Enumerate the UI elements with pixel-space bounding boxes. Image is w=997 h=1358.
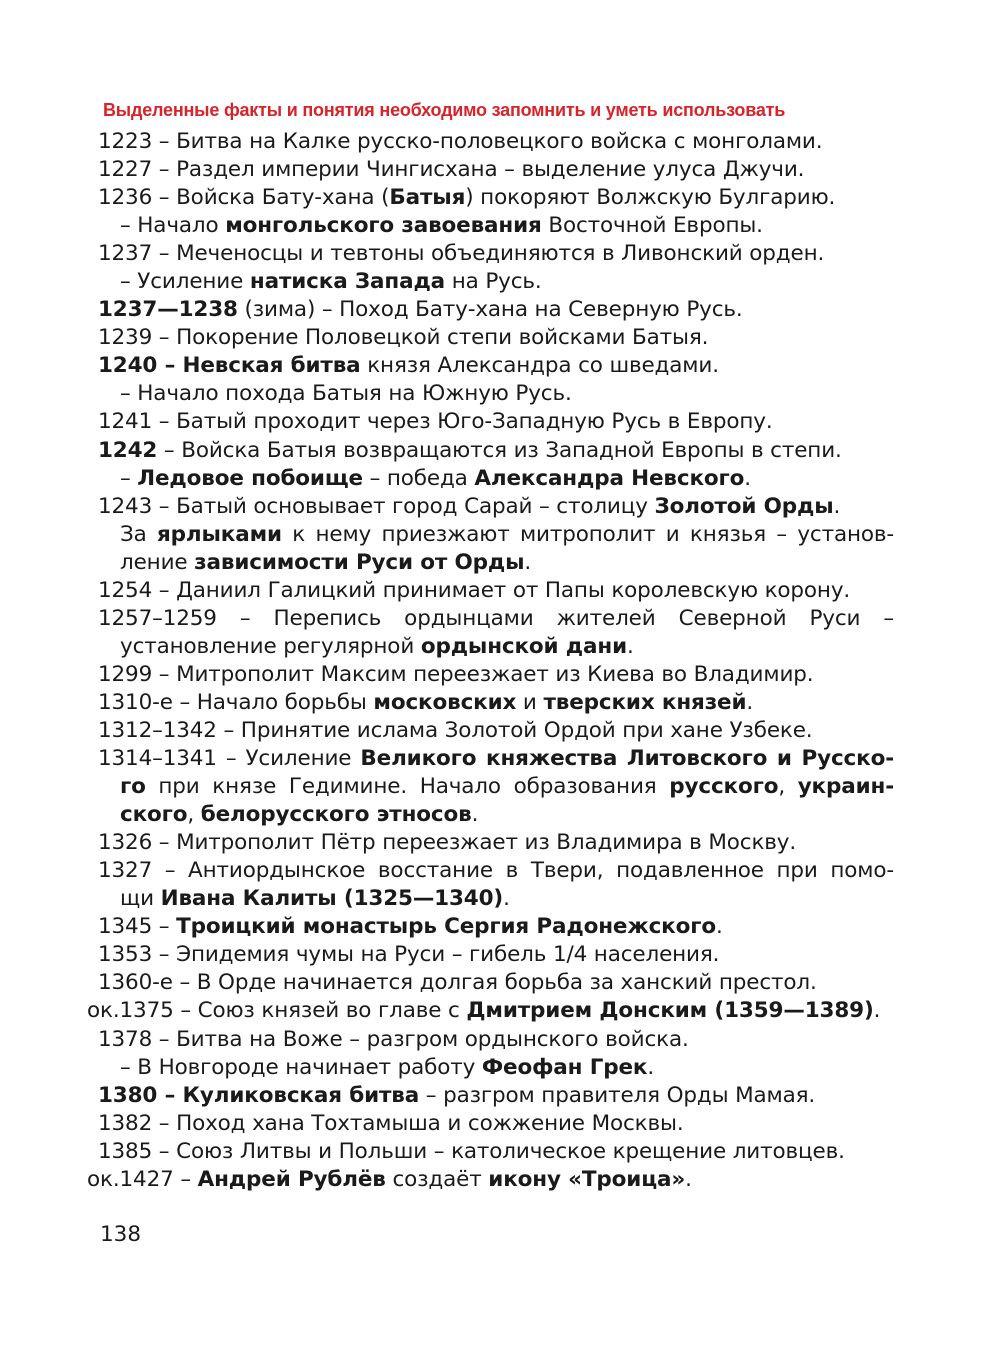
entry-text: . — [685, 1166, 692, 1192]
entry-1345 — [98, 913, 898, 941]
entry-1380 — [98, 1082, 898, 1110]
highlighted-term: икону «Троица» — [488, 1166, 686, 1192]
entry-1237 — [98, 240, 898, 268]
entry-1385 — [98, 1138, 898, 1166]
entry-1243 — [98, 493, 898, 521]
entry-1223 — [98, 128, 898, 156]
entry-text: ок.1427 – — [87, 1166, 198, 1192]
entry-text: – разгром правителя Орды Мамая. — [419, 1082, 816, 1108]
entry-c1375 — [87, 997, 898, 1025]
entry-text: к нему приезжают митрополит и князья – установ- — [281, 521, 894, 547]
entry-1314-1341-continuation — [98, 801, 898, 829]
entry-1378-continuation — [98, 1054, 898, 1082]
entry-1242 — [98, 437, 898, 465]
entry-text: 1345 – — [98, 914, 177, 940]
highlighted-term: Золотой Орды — [654, 493, 834, 519]
highlighted-term: Андрей Рублёв — [197, 1166, 386, 1192]
entry-1237-continuation — [98, 268, 898, 296]
highlighted-term: Александра Невского — [474, 465, 745, 491]
entry-text: щи — [120, 886, 161, 912]
entry-1327 — [98, 857, 894, 885]
entry-text: , — [187, 802, 201, 828]
highlighted-term: Ледовое побоище — [137, 465, 363, 491]
entry-text: на Русь. — [445, 269, 542, 295]
entry-text: 1299 – Митрополит Максим переезжает из Киева во Владимир. — [98, 661, 814, 687]
highlighted-term: Великого княжества Литовского и Русско- — [360, 746, 894, 772]
highlighted-term: го — [120, 774, 146, 800]
entry-1314-1341-continuation — [98, 773, 894, 801]
entry-text: 1236 – Войска Бату-хана ( — [98, 185, 390, 211]
entry-1227 — [98, 156, 898, 184]
entry-text: Восточной Европы. — [541, 213, 763, 239]
entry-text: За — [120, 521, 158, 547]
highlighted-term: 1240 – Невская битва — [98, 353, 361, 379]
highlighted-term: зависимости Руси от Орды — [194, 549, 525, 575]
entry-text: 1241 – Батый проходит через Юго-Западную Русь в Европу. — [98, 409, 773, 435]
entry-1378 — [98, 1026, 898, 1054]
entry-text: 1254 – Даниил Галицкий принимает от Папы королевскую корону. — [98, 577, 851, 603]
highlighted-term: ярлыками — [157, 521, 282, 547]
entry-text: 1382 – Поход хана Тохтамыша и сожжение Москвы. — [98, 1110, 684, 1136]
entry-1310s — [98, 689, 898, 717]
highlighted-term: натиска Запада — [249, 269, 446, 295]
entry-text: . — [833, 493, 841, 519]
entry-text: – победа — [362, 465, 475, 491]
entry-1240 — [98, 352, 898, 380]
entry-text: . — [746, 689, 754, 715]
entry-text: 1223 – Битва на Калке русско-половецкого войска с монголами. — [98, 129, 823, 154]
highlighted-term: Ивана Калиты (1325—1340) — [160, 886, 504, 912]
highlighted-term: украин- — [797, 774, 894, 800]
entry-text: 1237 – Меченосцы и тевтоны объединяются в Ливонский орден. — [98, 241, 825, 267]
highlighted-term: ского — [120, 802, 188, 828]
entry-1241 — [98, 408, 898, 436]
entry-text: . — [744, 465, 751, 491]
entry-1242-continuation — [98, 465, 898, 493]
entry-text: при князе Гедимине. Начало образования — [145, 774, 670, 800]
highlighted-term: московских — [373, 689, 517, 715]
highlighted-term: ордынской дани — [420, 633, 627, 659]
entry-text: ок.1375 – Союз князей во главе с — [87, 998, 467, 1024]
highlighted-term: русского — [669, 774, 779, 800]
entry-text: 1243 – Батый основывает город Сарай – столицу — [98, 493, 655, 519]
entry-text: 1327 – Антиордынское восстание в Твери, подавленное при помо- — [98, 858, 894, 884]
entry-text: 1239 – Покорение Половецкой степи войсками Батыя. — [98, 325, 709, 351]
entry-text: – Войска Батыя возвращаются из Западной Европы в степи. — [157, 437, 842, 463]
highlighted-term: Дмитрием Донским (1359—1389) — [466, 998, 874, 1024]
entry-c1427 — [87, 1166, 898, 1194]
highlighted-term: Феофан Грек — [481, 1054, 648, 1080]
entry-1237-1238 — [98, 296, 898, 324]
entry-1314-1341 — [98, 745, 894, 773]
entry-1243-continuation — [98, 549, 898, 577]
highlighted-term: 1380 – Куликовская битва — [98, 1082, 420, 1108]
entry-1353 — [98, 941, 898, 969]
highlighted-term: Батыя — [389, 185, 466, 211]
entry-1299 — [98, 661, 898, 689]
entry-text: (зима) – Поход Бату-хана на Северную Русь. — [237, 297, 743, 323]
entry-text: ) покоряют Волжскую Булгарию. — [465, 185, 836, 211]
entry-text: . — [647, 1054, 655, 1080]
entry-text: – Усиление — [120, 269, 250, 295]
entry-text: – Начало похода Батыя на Южную Русь. — [120, 381, 572, 407]
entry-text: 1353 – Эпидемия чумы на Руси – гибель 1/4 населения. — [98, 942, 720, 968]
entry-1236-continuation — [98, 212, 898, 240]
entry-text: князя Александра со шведами. — [360, 353, 719, 379]
entry-1312-1342 — [98, 717, 898, 745]
highlighted-term: тверских князей — [543, 689, 747, 715]
entry-text: . — [503, 886, 510, 912]
entry-text: 1312–1342 – Принятие ислама Золотой Ордой при хане Узбеке. — [98, 717, 813, 743]
highlighted-term: белорусского этносов — [200, 802, 472, 828]
entry-text: создаёт — [385, 1166, 489, 1192]
entry-text: 1227 – Раздел империи Чингисхана – выделение улуса Джучи. — [98, 157, 805, 183]
entry-text: – Начало — [120, 213, 226, 239]
highlighted-term: 1237—1238 — [98, 297, 238, 323]
entry-1382 — [98, 1110, 898, 1138]
entry-1327-continuation — [98, 885, 898, 913]
entry-text: установление регулярной — [120, 633, 421, 659]
highlighted-term: монгольского завоевания — [225, 213, 542, 239]
entry-1236 — [98, 184, 898, 212]
entry-text: – В Новгороде начинает работу — [120, 1054, 482, 1080]
entry-text: 1326 – Митрополит Пётр переезжает из Владимира в Москву. — [98, 830, 797, 856]
chronology-list — [87, 128, 898, 1194]
entry-text: – — [120, 465, 138, 491]
highlighted-term: 1242 — [98, 437, 158, 463]
entry-1254 — [98, 577, 898, 605]
highlighted-term: Троицкий монастырь Сергия Радонежского — [176, 914, 716, 940]
entry-1257-1259-continuation — [98, 633, 898, 661]
entry-text: 1257–1259 – Перепись ордынцами жителей Северной Руси – — [98, 605, 894, 631]
entry-text: 1310-е – Начало борьбы — [98, 689, 374, 715]
page-number: 138 — [100, 1222, 142, 1247]
entry-1240-continuation — [98, 380, 898, 408]
instruction-header: Выделенные факты и понятия необходимо запомнить и уметь использовать — [103, 100, 786, 120]
entry-1239 — [98, 324, 898, 352]
entry-text: . — [627, 633, 634, 659]
entry-text: . — [524, 549, 532, 575]
entry-text: 1385 – Союз Литвы и Польши – католическое крещение литовцев. — [98, 1138, 845, 1164]
entry-text: . — [873, 998, 881, 1024]
entry-text: 1360-е – В Орде начинается долгая борьба за ханский престол. — [98, 970, 817, 996]
entry-text: и — [516, 689, 544, 715]
entry-text: 1378 – Битва на Воже – разгром ордынского войска. — [98, 1026, 689, 1052]
entry-1243-continuation — [98, 521, 894, 549]
entry-1257-1259 — [98, 605, 894, 633]
entry-text: , — [778, 774, 798, 800]
entry-text: . — [715, 914, 723, 940]
entry-text: 1314–1341 – Усиление — [98, 746, 361, 772]
entry-1326 — [98, 829, 898, 857]
entry-text: . — [471, 802, 479, 828]
entry-text: ление — [120, 549, 195, 575]
entry-1360s — [98, 969, 898, 997]
